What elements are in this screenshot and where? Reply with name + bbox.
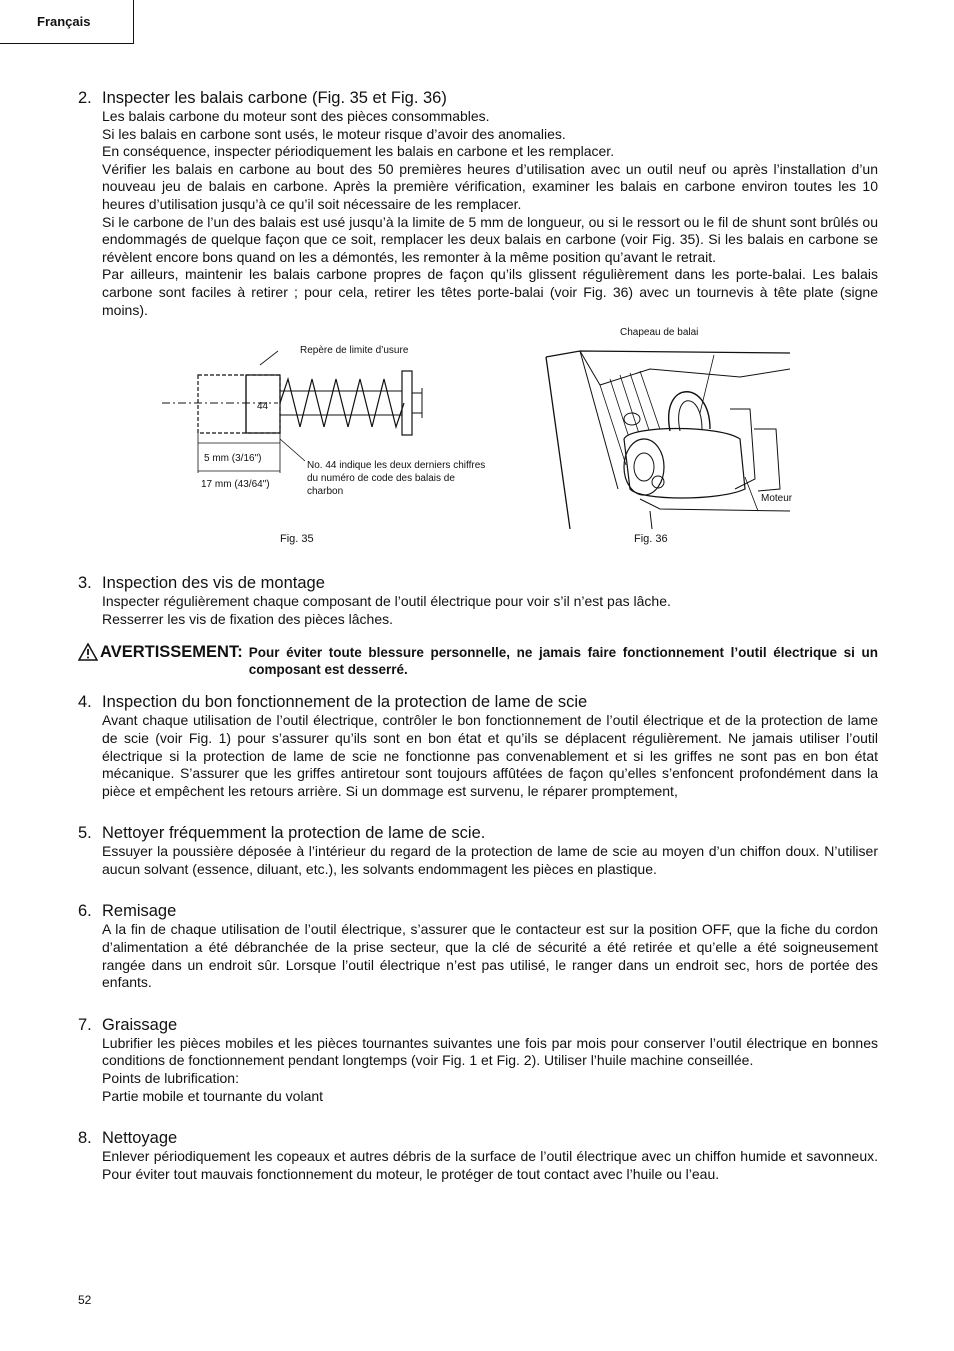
- section-heading: [78, 692, 878, 712]
- page-content: [78, 88, 878, 1183]
- section-number: 8.: [78, 1129, 92, 1148]
- paragraph: Vérifier les balais en carbone au bout des 50 premières heures d’utilisation avec un outil neuf ou après l’installation d’un nouveau jeu de balais en carbone. Après la première vérification, examiner les balais en carbone environ toutes les 10 heures d’utilisation jusqu’à ce qu’il soit nécessaire de les remplacer.: [102, 160, 878, 212]
- paragraph: Lubrifier les pièces mobiles et les pièces tournantes suivantes une fois par mois pour conserver l’outil électrique en bonnes conditions de fonctionnement pendant longtemps (voir Fig. 1 et Fig. 2). Utiliser l’huile machine conseillée.: [102, 1034, 878, 1069]
- language-tab: Français: [0, 0, 134, 44]
- section-heading: [78, 573, 878, 593]
- section-title: Inspection des vis de montage: [102, 574, 325, 593]
- paragraph: Resserrer les vis de fixation des pièces lâches.: [102, 610, 394, 627]
- paragraph: A la fin de chaque utilisation de l’outil électrique, s’assurer que le contacteur est sur la position OFF, que la fiche du cordon d’alimentation a été débranchée de la prise secteur, que la clé de sécurité a été retirée et qu’elle a été soigneusement rangée dans un endroit sûr. Lorsque l’outil électrique n’est pas utilisé, le ranger dans un endroit sec, hors de portée des enfants.: [102, 921, 878, 991]
- section-title: Graissage: [102, 1015, 178, 1034]
- section-body: [102, 843, 878, 878]
- section-number: 5.: [78, 824, 92, 843]
- paragraph: Essuyer la poussière déposée à l’intérieur du regard de la protection de lame de scie au moyen d’un chiffon doux. N’utiliser aucun solvant (essence, diluant, etc.), les solvants endommagent les pièces en plastique.: [102, 843, 878, 877]
- paragraph: Par ailleurs, maintenir les balais carbone propres de façon qu’ils glissent régulièrement dans les porte-balai. Les balais carbone sont faciles à retirer ; pour cela, retirer les têtes porte-balai (voir Fig. 36) avec un tournevis à tête plate (signe moins).: [102, 266, 878, 318]
- figures-row: [78, 323, 878, 561]
- section-storage: [78, 901, 878, 991]
- section-title: Inspecter les balais carbone (Fig. 35 et Fig. 36): [102, 89, 447, 107]
- section-body: [102, 1148, 878, 1183]
- section-body: [102, 1035, 878, 1105]
- paragraph: Partie mobile et tournante du volant: [102, 1087, 324, 1104]
- paragraph: Inspecter régulièrement chaque composant de l’outil électrique pour voir s’il n’est pas lâche.: [102, 593, 671, 610]
- fig36-motor-illustration: [540, 339, 793, 529]
- section-blade-guard-inspection: [78, 692, 878, 800]
- section-title: Nettoyer fréquemment la protection de lame de scie.: [102, 824, 486, 843]
- section-number: 6.: [78, 902, 92, 921]
- section-cleaning: [78, 1128, 878, 1183]
- paragraph: Points de lubrification:: [102, 1070, 239, 1087]
- fig35-wear-mark-label: Repère de limite d’usure: [300, 345, 409, 357]
- fig35-dimension-17mm: 17 mm (43/64"): [201, 479, 270, 491]
- section-heading: [78, 901, 878, 921]
- fig36-motor-label: Moteur: [761, 493, 793, 505]
- warning-triangle-icon: [78, 643, 98, 661]
- section-heading: [78, 88, 878, 108]
- fig35-caption: Fig. 35: [280, 533, 314, 546]
- paragraph: Enlever périodiquement les copeaux et autres débris de la surface de l’outil électrique avec un chiffon humide et savonneux. Pour éviter tout mauvais fonctionnement du moteur, le protéger de tout contact avec l’huile ou l’eau.: [102, 1148, 878, 1182]
- fig35-dimension-5mm: 5 mm (3/16"): [204, 453, 262, 465]
- section-title: Nettoyage: [102, 1129, 178, 1148]
- page-number: 52: [78, 1293, 92, 1307]
- warning-block: [78, 642, 878, 678]
- section-number: 7.: [78, 1015, 92, 1034]
- warning-text: Pour éviter toute blessure personnelle, ne jamais faire fonctionnement l’outil électrique si un composant est desserré.: [248, 645, 878, 678]
- section-number: 2.: [78, 89, 92, 107]
- section-heading: [78, 1128, 878, 1148]
- section-blade-guard-cleaning: [78, 823, 878, 878]
- paragraph: Les balais carbone du moteur sont des pièces consommables.: [102, 108, 490, 124]
- paragraph: Si le carbone de l’un des balais est usé jusqu’à la limite de 5 mm de longueur, ou si le ressort ou le fil de shunt sont brûlés ou endommagés de quelque façon que ce soit, remplacer les deux balais en carbone (voir Fig. 35). Si les balais en carbone se révèlent encore bons quand on les a démontés, les remonter à la même position qu’avant le retrait.: [102, 213, 878, 265]
- fig36-caption: Fig. 36: [634, 533, 668, 546]
- section-title: Remisage: [102, 902, 177, 921]
- section-body: [102, 108, 878, 319]
- section-brush-inspection: [78, 88, 878, 319]
- section-number: 4.: [78, 693, 92, 712]
- paragraph: Avant chaque utilisation de l’outil électrique, contrôler le bon fonctionnement de l’outil électrique et de la protection de lame de scie (voir Fig. 1) pour s’assurer qu’ils sont en bon état et qu’ils se déplacent régulièrement. Ne jamais utiliser l’outil électrique si la protection de lame de scie ne fonctionne pas convenablement et si les griffes ne sont pas en bon état mécanique. S’assurer que les griffes antiretour sont toujours affûtées de façon qu’elles s’enfoncent profondément dans la pièce et empêchent les retours arrière. Si un dommage est survenu, le réparer promptement,: [102, 712, 878, 799]
- fig36-brush-cap-label: Chapeau de balai: [620, 327, 699, 339]
- section-mounting-screws: [78, 573, 878, 628]
- paragraph: En conséquence, inspecter périodiquement les balais en carbone et les remplacer.: [102, 143, 615, 160]
- section-title: Inspection du bon fonctionnement de la protection de lame de scie: [102, 693, 588, 712]
- fig35-code-label: 44: [257, 401, 269, 413]
- section-body: [102, 712, 878, 800]
- warning-heading: [78, 642, 243, 662]
- section-body: [102, 921, 878, 991]
- section-heading: [78, 1015, 878, 1035]
- warning-label: AVERTISSEMENT:: [100, 643, 243, 662]
- fig35-note: No. 44 indique les deux derniers chiffres du numéro de code des balais de charbon: [307, 460, 486, 498]
- section-body: [102, 593, 878, 628]
- section-number: 3.: [78, 574, 92, 593]
- section-lubrication: [78, 1015, 878, 1105]
- section-heading: [78, 823, 878, 843]
- paragraph: Si les balais en carbone sont usés, le moteur risque d’avoir des anomalies.: [102, 125, 566, 142]
